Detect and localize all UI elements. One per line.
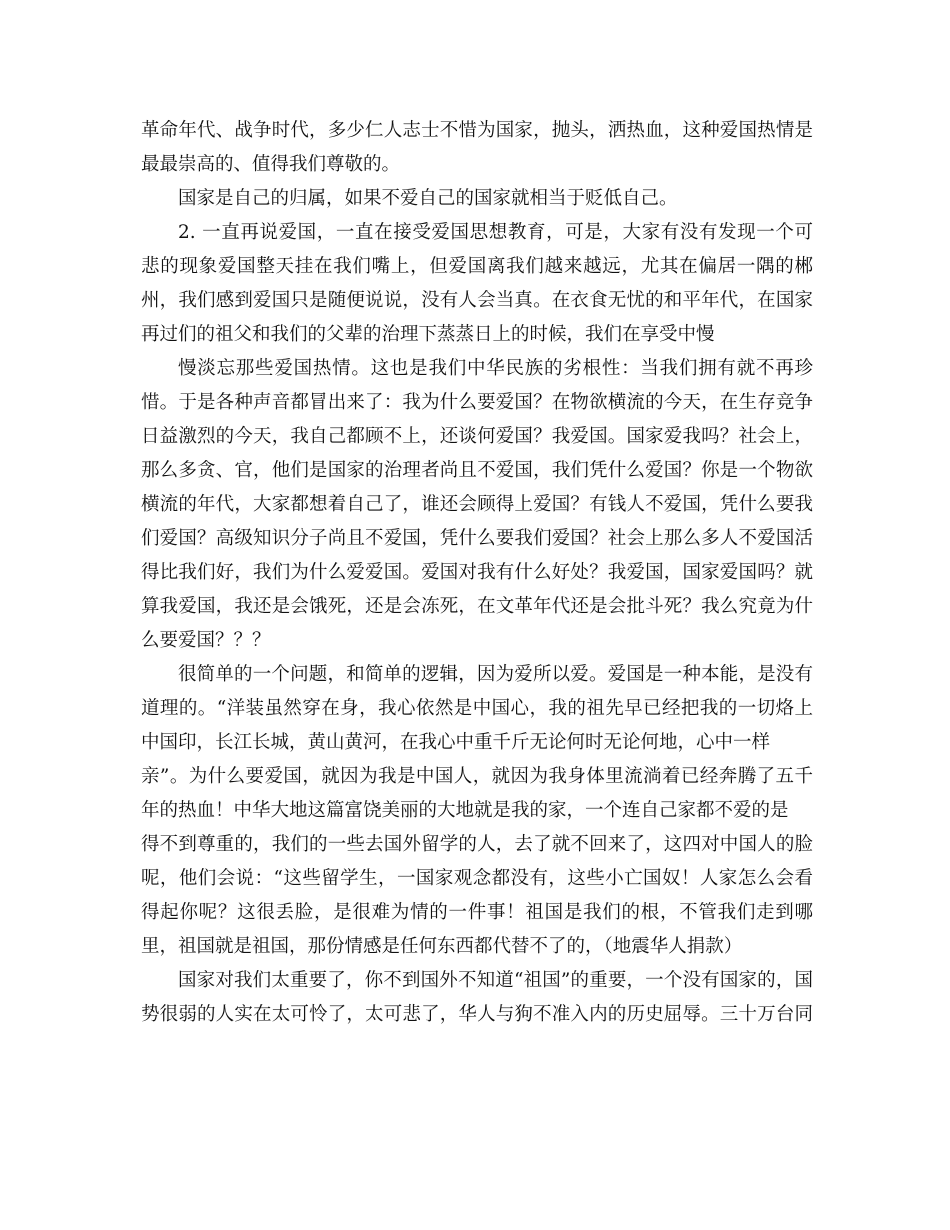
text-line: 横流的年代，大家都想着自己了，谁还会顾得上爱国？有钱人不爱国，凭什么要我	[141, 494, 813, 515]
text-line: 慢淡忘那些爱国热情。这也是我们中华民族的劣根性：当我们拥有就不再珍	[178, 358, 813, 379]
text-line: 们爱国？高级知识分子尚且不爱国，凭什么要我们爱国？社会上那么多人不爱国活	[141, 528, 813, 549]
text-line: 很简单的一个问题，和简单的逻辑，因为爱所以爱。爱国是一种本能，是没有	[178, 664, 813, 685]
text-line: 年的热血！中华大地这篇富饶美丽的大地就是我的家，一个连自己家都不爱的是	[141, 800, 789, 821]
text-line: 再过们的祖父和我们的父辈的治理下蒸蒸日上的时候，我们在享受中慢	[141, 324, 715, 345]
text-line: 得不到尊重的，我们的一些去国外留学的人，去了就不回来了，这四对中国人的脸	[141, 834, 813, 855]
text-line: 革命年代、战争时代，多少仁人志士不惜为国家，抛头，洒热血，这种爱国热情是	[141, 120, 813, 141]
text-line: 里，祖国就是祖国，那份情感是任何东西都代替不了的，（地震华人捐款）	[141, 936, 743, 957]
text-line: 悲的现象爱国整天挂在我们嘴上，但爱国离我们越来越远，尤其在偏居一隅的郴	[141, 256, 813, 277]
text-line: 得起你呢？这很丢脸，是很难为情的一件事！祖国是我们的根，不管我们走到哪	[141, 902, 813, 923]
text-line: 2. 一直再说爱国，一直在接受爱国思想教育，可是，大家有没有发现一个可	[178, 222, 813, 243]
document-body	[141, 114, 813, 1032]
text-line: 惜。于是各种声音都冒出来了：我为什么要爱国？在物欲横流的今天，在生存竞争	[141, 392, 813, 413]
text-line: 得比我们好，我们为什么爱爱国。爱国对我有什么好处？我爱国，国家爱国吗？就	[141, 562, 813, 583]
text-line: 国家是自己的归属，如果不爱自己的国家就相当于贬低自己。	[178, 188, 678, 209]
text-line: 州，我们感到爱国只是随便说说，没有人会当真。在衣食无忧的和平年代，在国家	[141, 290, 813, 311]
text-line: 国家对我们太重要了，你不到国外不知道“祖国”的重要，一个没有国家的，国	[178, 970, 813, 991]
text-line: 算我爱国，我还是会饿死，还是会冻死，在文革年代还是会批斗死？我么究竟为什	[141, 596, 813, 617]
text-line: 中国印，长江长城，黄山黄河，在我心中重千斤无论何时无论何地，心中一样	[141, 732, 771, 753]
text-line: 道理的。“洋装虽然穿在身，我心依然是中国心，我的祖先早已经把我的一切烙上	[141, 698, 813, 719]
text-line: 那么多贪、官，他们是国家的治理者尚且不爱国，我们凭什么爱国？你是一个物欲	[141, 460, 813, 481]
text-line: 呢，他们会说：“这些留学生，一国家观念都没有，这些小亡国奴！人家怎么会看	[141, 868, 813, 889]
text-line: 亲”。为什么要爱国，就因为我是中国人，就因为我身体里流淌着已经奔腾了五千	[141, 766, 813, 787]
text-line: 势很弱的人实在太可怜了，太可悲了，华人与狗不准入内的历史屈辱。三十万台同	[141, 1004, 813, 1025]
text-line: 么要爱国？？？	[141, 630, 271, 651]
text-line: 最最崇高的、值得我们尊敬的。	[141, 154, 401, 175]
text-line: 日益激烈的今天，我自己都顾不上，还谈何爱国？我爱国。国家爱我吗？社会上，	[141, 426, 813, 447]
